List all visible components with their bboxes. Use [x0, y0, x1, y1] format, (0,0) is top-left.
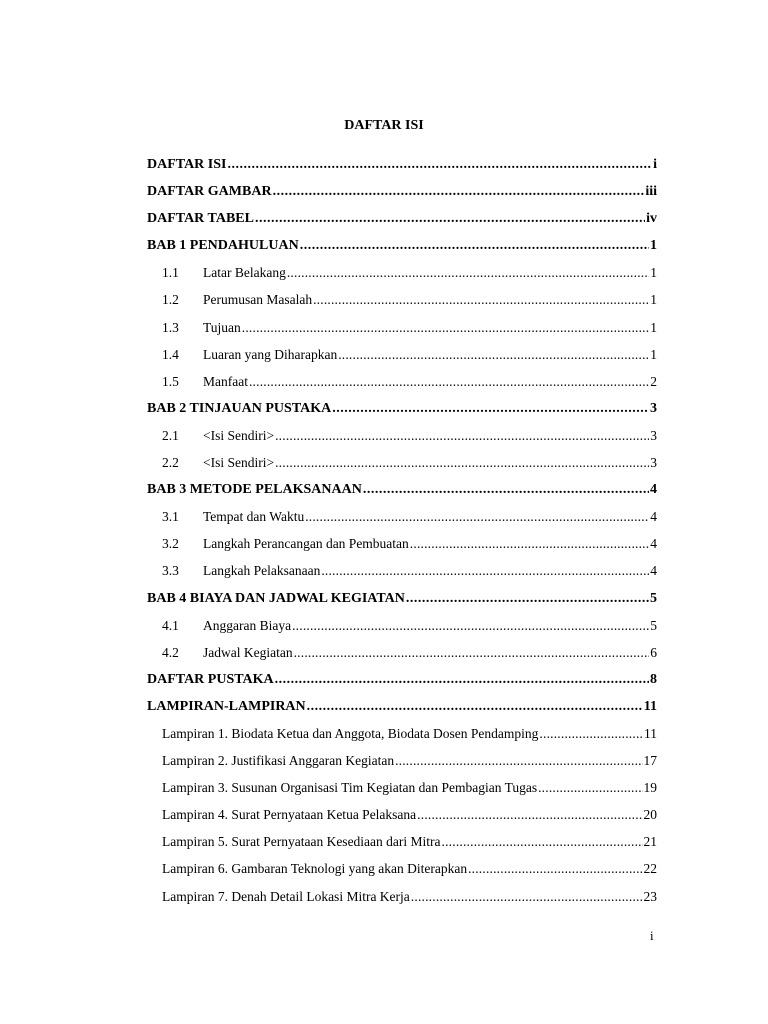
- toc-entry-page: 4: [650, 509, 657, 525]
- toc-entry: [147, 672, 657, 699]
- toc-entry-page: 3: [650, 427, 657, 443]
- toc-entry-page: 1: [650, 292, 657, 308]
- toc-entry-label: <Isi Sendiri>: [203, 427, 275, 443]
- toc-entry-page: 4: [650, 536, 657, 552]
- toc-entry: [147, 618, 657, 645]
- dot-leader: [410, 536, 649, 552]
- toc-entry: [147, 645, 657, 672]
- toc-entry-label: LAMPIRAN-LAMPIRAN: [147, 698, 306, 714]
- toc-entry: [147, 482, 657, 509]
- toc-entry: [147, 889, 657, 916]
- toc-entry-page: 11: [643, 698, 657, 714]
- toc-entry: [147, 753, 657, 780]
- toc-entry: [147, 157, 657, 184]
- dot-leader: [275, 428, 649, 444]
- toc-entry-label: Latar Belakang: [203, 265, 286, 281]
- toc-entry-label: <Isi Sendiri>: [203, 455, 275, 471]
- toc-entry: [147, 807, 657, 834]
- dot-leader: [539, 726, 643, 742]
- toc-entry: [147, 563, 657, 590]
- toc-entry: [147, 834, 657, 861]
- toc-entry-label: Manfaat: [203, 373, 248, 389]
- dot-leader: [255, 211, 645, 227]
- toc-entry: [147, 455, 657, 482]
- toc-entry-page: 17: [643, 753, 657, 769]
- toc-entry-page: iii: [645, 184, 657, 200]
- toc-entry-page: 1: [650, 346, 657, 362]
- dot-leader: [242, 320, 649, 336]
- dot-leader: [300, 238, 649, 254]
- toc-entry-page: 4: [650, 482, 657, 498]
- toc-entry-page: 19: [643, 780, 657, 796]
- toc-entry-page: 3: [650, 400, 657, 416]
- toc-entry-label: DAFTAR TABEL: [147, 211, 254, 227]
- toc-entry-number: 1.4: [162, 346, 179, 362]
- dot-leader: [468, 861, 642, 877]
- toc-entry-label: Jadwal Kegiatan: [203, 644, 293, 660]
- toc-entry-number: 3.1: [162, 509, 179, 525]
- toc-entry-page: 22: [643, 861, 657, 877]
- toc-entry-label: Langkah Perancangan dan Pembuatan: [203, 536, 409, 552]
- dot-leader: [275, 672, 649, 688]
- dot-leader: [294, 645, 650, 661]
- toc-entry-page: 1: [650, 265, 657, 281]
- dot-leader: [307, 699, 643, 715]
- toc-entry: [147, 726, 657, 753]
- table-of-contents: [147, 157, 657, 916]
- toc-entry-label: BAB 1 PENDAHULUAN: [147, 238, 299, 254]
- dot-leader: [332, 401, 649, 417]
- toc-entry-page: 1: [650, 238, 657, 254]
- toc-entry-label: BAB 2 TINJAUAN PUSTAKA: [147, 400, 332, 416]
- toc-entry: [147, 238, 657, 265]
- toc-entry-label: BAB 4 BIAYA DAN JADWAL KEGIATAN: [147, 590, 405, 606]
- toc-entry-label: Tujuan: [203, 319, 241, 335]
- dot-leader: [338, 347, 649, 363]
- toc-entry-number: 4.2: [162, 644, 179, 660]
- toc-entry: [147, 401, 657, 428]
- dot-leader: [313, 292, 649, 308]
- toc-entry-number: 2.2: [162, 455, 179, 471]
- toc-entry-label: Langkah Pelaksanaan: [203, 563, 321, 579]
- dot-leader: [411, 889, 643, 905]
- toc-entry-number: 1.3: [162, 319, 179, 335]
- toc-entry-page: 4: [650, 563, 657, 579]
- toc-entry-page: iv: [646, 211, 657, 227]
- toc-entry-label: Lampiran 2. Justifikasi Anggaran Kegiatan: [162, 753, 395, 769]
- toc-entry-page: 23: [643, 888, 657, 904]
- toc-entry-page: 5: [650, 617, 657, 633]
- toc-entry-page: 2: [650, 373, 657, 389]
- toc-entry-label: Lampiran 5. Surat Pernyataan Kesediaan dari Mitra: [162, 834, 441, 850]
- toc-entry-label: DAFTAR GAMBAR: [147, 184, 272, 200]
- toc-entry-label: Lampiran 1. Biodata Ketua dan Anggota, Biodata Dosen Pendamping: [162, 725, 539, 741]
- toc-entry-page: 21: [643, 834, 657, 850]
- dot-leader: [417, 807, 642, 823]
- toc-entry-number: 4.1: [162, 617, 179, 633]
- toc-entry: [147, 861, 657, 888]
- toc-entry-label: Tempat dan Waktu: [203, 509, 305, 525]
- toc-entry-label: Luaran yang Diharapkan: [203, 346, 338, 362]
- toc-entry: [147, 265, 657, 292]
- dot-leader: [292, 618, 649, 634]
- page-number: i: [650, 928, 654, 943]
- toc-entry-number: 1.1: [162, 265, 179, 281]
- page-title: DAFTAR ISI: [344, 118, 424, 133]
- toc-entry: [147, 509, 657, 536]
- toc-entry-page: 20: [643, 807, 657, 823]
- dot-leader: [305, 509, 649, 525]
- toc-entry-label: Lampiran 4. Surat Pernyataan Ketua Pelaksana: [162, 807, 417, 823]
- toc-entry-page: 5: [650, 590, 657, 606]
- toc-entry-label: Lampiran 3. Susunan Organisasi Tim Kegiatan dan Pembagian Tugas: [162, 780, 538, 796]
- toc-entry: [147, 780, 657, 807]
- toc-entry-page: 1: [650, 319, 657, 335]
- toc-entry-label: DAFTAR ISI: [147, 157, 227, 172]
- dot-leader: [538, 780, 642, 796]
- toc-entry: [147, 184, 657, 211]
- toc-entry-label: Lampiran 6. Gambaran Teknologi yang akan Diterapkan: [162, 861, 468, 877]
- toc-entry-number: 2.1: [162, 427, 179, 443]
- toc-entry-label: Perumusan Masalah: [203, 292, 313, 308]
- toc-entry-page: 8: [650, 671, 657, 687]
- toc-entry-page: i: [653, 157, 657, 172]
- toc-entry: [147, 428, 657, 455]
- toc-entry: [147, 374, 657, 401]
- dot-leader: [406, 591, 649, 607]
- dot-leader: [395, 753, 642, 769]
- dot-leader: [287, 265, 649, 281]
- toc-entry-label: DAFTAR PUSTAKA: [147, 671, 274, 687]
- toc-entry-number: 3.2: [162, 536, 179, 552]
- toc-entry-label: Anggaran Biaya: [203, 617, 292, 633]
- dot-leader: [363, 482, 649, 498]
- toc-entry-label: BAB 3 METODE PELAKSANAAN: [147, 482, 362, 498]
- toc-entry: [147, 347, 657, 374]
- toc-entry: [147, 211, 657, 238]
- dot-leader: [249, 374, 649, 390]
- toc-entry: [147, 536, 657, 563]
- dot-leader: [275, 455, 649, 471]
- dot-leader: [321, 563, 649, 579]
- dot-leader: [273, 184, 645, 200]
- toc-entry-page: 6: [650, 644, 657, 660]
- toc-entry-label: Lampiran 7. Denah Detail Lokasi Mitra Kerja: [162, 888, 410, 904]
- toc-entry-number: 1.5: [162, 373, 179, 389]
- toc-entry: [147, 699, 657, 726]
- dot-leader: [227, 157, 652, 173]
- toc-entry: [147, 292, 657, 319]
- dot-leader: [442, 834, 643, 850]
- toc-entry: [147, 320, 657, 347]
- toc-entry-number: 1.2: [162, 292, 179, 308]
- toc-entry-page: 3: [650, 455, 657, 471]
- toc-entry-number: 3.3: [162, 563, 179, 579]
- toc-entry-page: 11: [644, 725, 657, 741]
- toc-entry: [147, 591, 657, 618]
